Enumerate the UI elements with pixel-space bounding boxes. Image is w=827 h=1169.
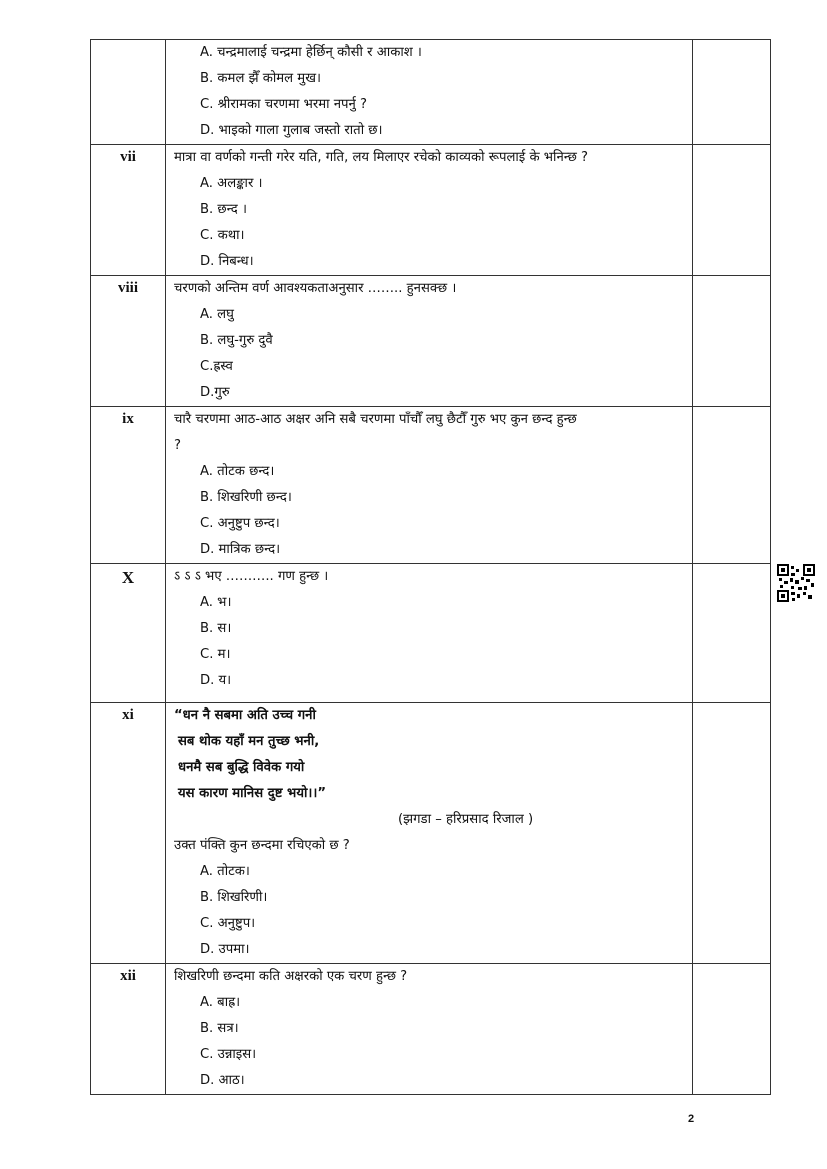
question-text: उक्त पंक्ति कुन छन्दमा रचिएको छ ?	[174, 838, 350, 853]
marks-cell	[693, 145, 771, 276]
marks-cell	[693, 276, 771, 407]
option-c: C. अनुष्टुप।	[200, 916, 256, 931]
option-d: D. आठ।	[200, 1073, 245, 1088]
poem-attribution: (झगडा – हरिप्रसाद रिजाल )	[398, 812, 534, 827]
option-a: A. तोटक छन्द।	[200, 464, 275, 479]
marks-cell	[693, 407, 771, 564]
question-row-ix	[91, 407, 771, 564]
poem-line: धनमै सब बुद्धि विवेक गयो	[178, 760, 305, 775]
question-text: शिखरिणी छन्दमा कति अक्षरको एक चरण हुन्छ ?	[174, 969, 408, 984]
option-a: A. चन्द्रमालाई चन्द्रमा हेर्छिन् कौसी र आकाश ।	[200, 45, 422, 60]
question-number: xii	[91, 964, 166, 1095]
option-c: C. अनुष्टुप छन्द।	[200, 516, 280, 531]
question-text: चारै चरणमा आठ-आठ अक्षर अनि सबै चरणमा पाँचौँ लघु छैटौँ गुरु भए कुन छन्द हुन्छ	[174, 412, 577, 427]
page-number: 2	[688, 1113, 695, 1125]
option-c: C. उन्नाइस।	[200, 1047, 257, 1062]
question-number: xi	[91, 703, 166, 964]
qr-code-icon	[777, 564, 815, 602]
question-cell	[166, 40, 693, 145]
option-a: A. तोटक।	[200, 864, 250, 879]
option-d: D. मात्रिक छन्द।	[200, 542, 281, 557]
question-text: ऽ ऽ ऽ भए ……….. गण हुन्छ ।	[174, 569, 329, 584]
option-d: D. य।	[200, 673, 232, 688]
marks-cell	[693, 703, 771, 964]
question-number: vii	[91, 145, 166, 276]
option-a: A. अलङ्कार ।	[200, 176, 263, 191]
question-cell	[166, 407, 693, 564]
option-b: B. शिखरिणी छन्द।	[200, 490, 292, 505]
option-d: D. निबन्ध।	[200, 254, 254, 269]
question-row-vii	[91, 145, 771, 276]
option-b: B. कमल झैँ कोमल मुख।	[200, 71, 321, 86]
question-row-xi	[91, 703, 771, 964]
question-row-xii	[91, 964, 771, 1095]
question-row-viii	[91, 276, 771, 407]
marks-cell	[693, 40, 771, 145]
question-number: X	[91, 564, 166, 703]
option-d: D.गुरु	[200, 385, 230, 400]
question-cell	[166, 964, 693, 1095]
option-c: C. श्रीरामका चरणमा भरमा नपर्नु ?	[200, 97, 368, 112]
option-b: B. शिखरिणी।	[200, 890, 268, 905]
option-d: D. भाइको गाला गुलाब जस्तो रातो छ।	[200, 123, 383, 138]
option-b: B. सत्र।	[200, 1021, 239, 1036]
question-cell	[166, 276, 693, 407]
question-cell	[166, 564, 693, 703]
question-row-continued	[91, 40, 771, 145]
question-text: चरणको अन्तिम वर्ण आवश्यकताअनुसार …….. हुनसक्छ ।	[174, 281, 457, 296]
poem-line: यस कारण मानिस दुष्ट भयो।।”	[178, 786, 327, 801]
marks-cell	[693, 964, 771, 1095]
option-a: A. लघु	[200, 307, 234, 322]
question-number: viii	[91, 276, 166, 407]
option-a: A. बाह्र।	[200, 995, 241, 1010]
option-b: B. लघु-गुरु दुवै	[200, 333, 273, 348]
option-c: C. कथा।	[200, 228, 245, 243]
option-b: B. स।	[200, 621, 232, 636]
question-number: ix	[91, 407, 166, 564]
marks-cell	[693, 564, 771, 703]
question-number	[91, 40, 166, 145]
option-c: C.ह्रस्व	[200, 359, 233, 374]
option-a: A. भ।	[200, 595, 232, 610]
question-text: मात्रा वा वर्णको गन्ती गरेर यति, गति, लय मिलाएर रचेको काव्यको रूपलाई के भनिन्छ ?	[174, 150, 589, 165]
questions-table	[90, 39, 771, 1095]
poem-line: सब थोक यहाँ मन तुच्छ भनी,	[178, 734, 320, 749]
question-cell	[166, 703, 693, 964]
question-text-continued: ?	[174, 438, 181, 453]
question-row-x	[91, 564, 771, 703]
poem-line: “धन नै सबमा अति उच्च गनी	[174, 708, 316, 723]
option-d: D. उपमा।	[200, 942, 250, 957]
question-cell	[166, 145, 693, 276]
option-c: C. म।	[200, 647, 231, 662]
option-b: B. छन्द ।	[200, 202, 247, 217]
